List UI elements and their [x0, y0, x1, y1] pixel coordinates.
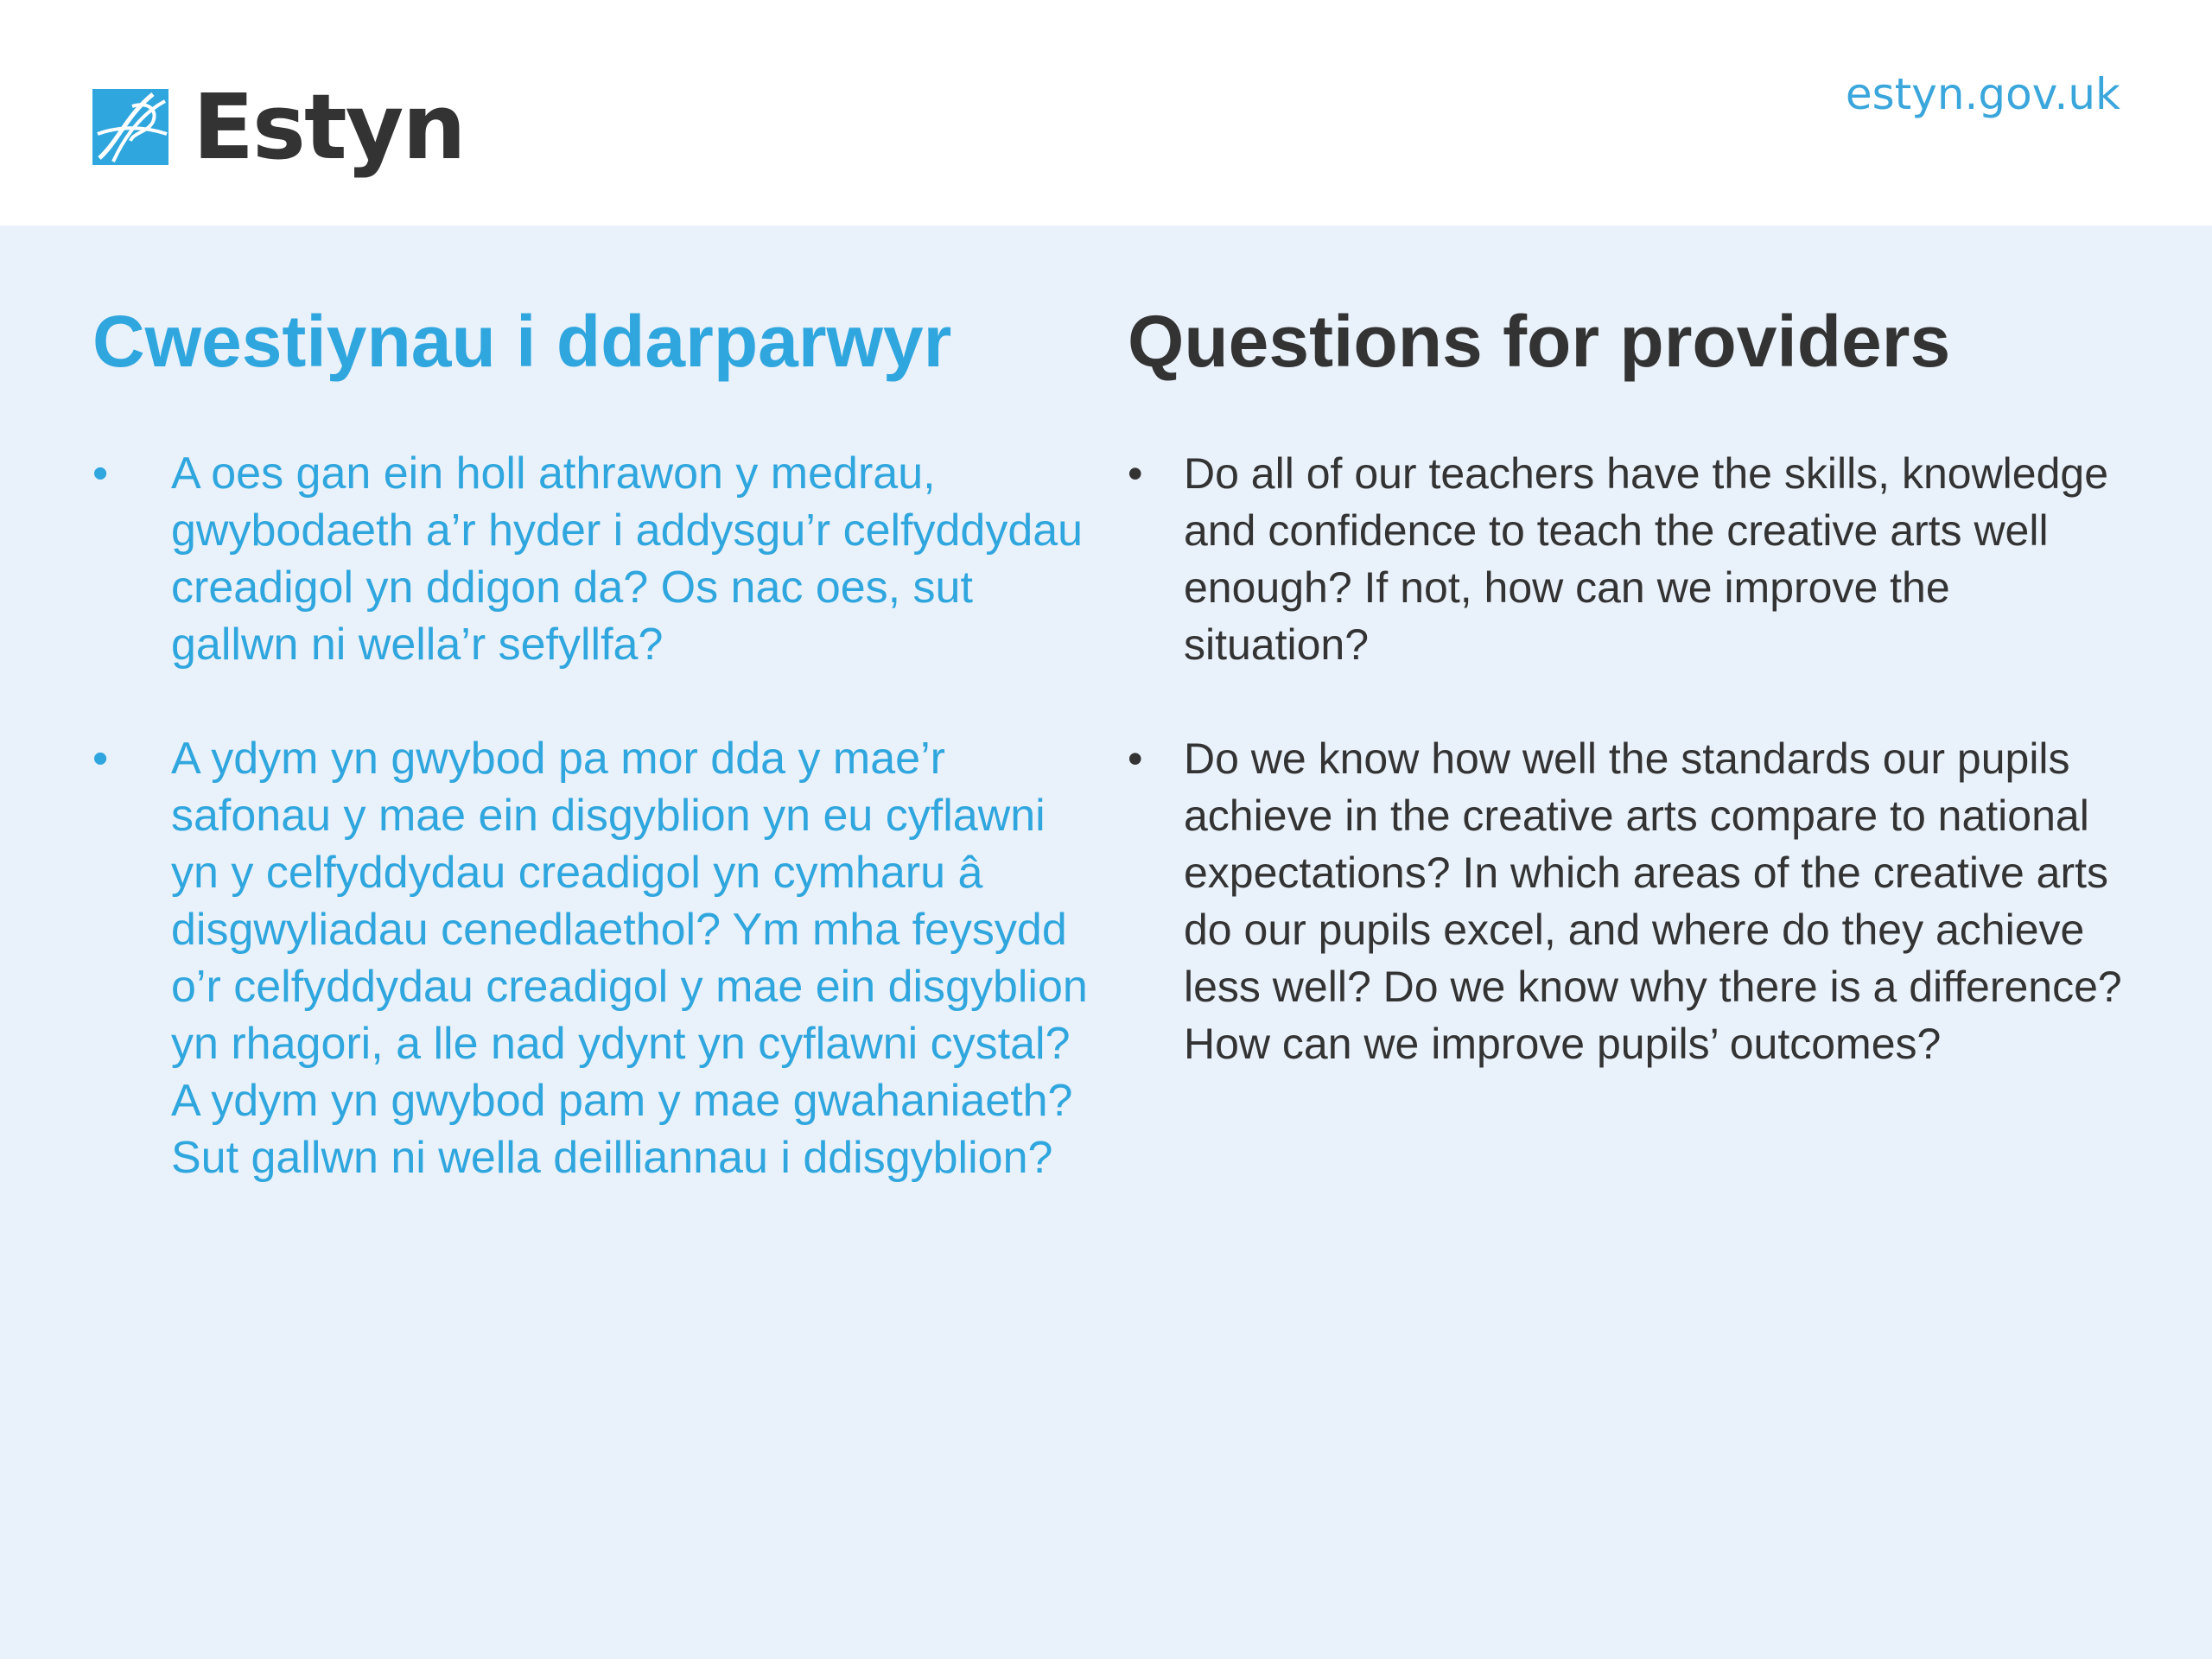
welsh-bullet-item — [92, 445, 1095, 673]
estyn-logo[interactable] — [92, 71, 465, 183]
logo-text: Estyn — [193, 74, 465, 180]
english-bullet-text: Do we know how well the standards our pupils achieve in the creative arts compare to national expectations? In which areas of the creative arts do our pupils excel, and where do they achieve less well? Do we know why there is a difference? How can we improve pupils’ outcomes? — [1184, 734, 2122, 1068]
welsh-bullet-item — [92, 730, 1095, 1186]
bullet-icon: • — [92, 448, 109, 499]
site-url-link[interactable]: estyn.gov.uk — [1845, 69, 2120, 119]
bullet-icon: • — [92, 734, 109, 784]
english-bullet-text: Do all of our teachers have the skills, knowledge and confidence to teach the creative arts well enough? If not, how can we improve the situation? — [1184, 449, 2109, 669]
welsh-bullet-text: A ydym yn gwybod pa mor dda y mae’r safonau y mae ein disgyblion yn eu cyflawni yn y celfyddydau creadigol yn cymharu â disgwyliadau cenedlaethol? Ym mha feysydd o’r celfyddydau creadigol y mae ein disgyblion yn rhagori, a lle nad ydynt yn cyflawni cystal? A ydym yn gwybod pam y mae gwahaniaeth? Sut gallwn ni wella deilliannau i ddisgyblion? — [171, 734, 1088, 1183]
english-bullet-list — [1128, 445, 2130, 1129]
welsh-bullet-text: A oes gan ein holl athrawon y medrau, gwybodaeth a’r hyder i addysgu’r celfyddydau creadigol yn ddigon da? Os nac oes, sut gallwn ni wella’r sefyllfa? — [171, 448, 1084, 670]
english-column — [1128, 298, 2130, 1068]
english-bullet-item — [1128, 445, 2130, 673]
welsh-bullet-list — [92, 445, 1095, 1243]
english-heading: Questions for providers — [1128, 301, 1951, 382]
english-bullet-item — [1128, 730, 2130, 1072]
estyn-logo-icon — [92, 89, 168, 165]
welsh-heading: Cwestiynau i ddarparwyr — [92, 301, 952, 382]
bullet-icon: • — [1128, 734, 1143, 783]
bullet-icon: • — [1128, 449, 1143, 498]
welsh-column — [92, 298, 1095, 1183]
header — [0, 0, 2212, 226]
